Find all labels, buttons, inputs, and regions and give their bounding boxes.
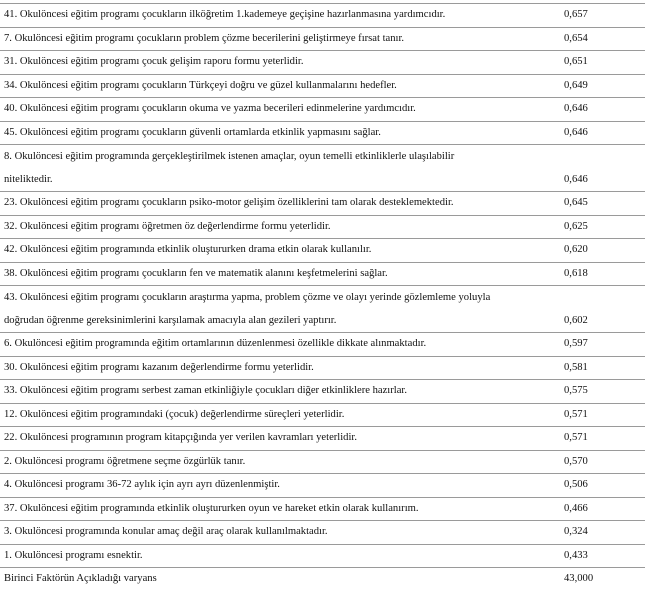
item-text: [0, 121, 560, 145]
factor-loading-value: 0,433: [560, 544, 645, 568]
table-row: [0, 286, 645, 333]
item-text: [0, 74, 560, 98]
table-row: [0, 427, 645, 451]
item-text-line: 43. Okulöncesi eğitim programı çocukların araştırma yapma, problem çözme ve olayı yerinde gözlemleme yoluyla: [4, 292, 491, 303]
factor-loading-value: 0,466: [560, 497, 645, 521]
item-text-line: doğrudan öğrenme gereksinimlerini karşılamak amacıyla alan gezileri yaptırır.: [4, 315, 337, 326]
table-row: [0, 474, 645, 498]
item-text-line: 31. Okulöncesi eğitim programı çocuk gelişim raporu formu yeterlidir.: [4, 56, 304, 67]
factor-loading-value: 0,646: [560, 145, 645, 192]
table-row: [0, 74, 645, 98]
factor-loading-value: 0,506: [560, 474, 645, 498]
factor-loading-value: 0,581: [560, 356, 645, 380]
factor-loading-value: 0,575: [560, 380, 645, 404]
table-row: [0, 544, 645, 568]
item-text: [0, 474, 560, 498]
factor-loading-value: 0,597: [560, 333, 645, 357]
item-text-line: 37. Okulöncesi eğitim programında etkinlik oluştururken oyun ve hareket etkin olarak kullanırım.: [4, 502, 419, 514]
table-row: [0, 121, 645, 145]
item-text-line: 6. Okulöncesi eğitim programında eğitim ortamlarının düzenlenmesi özellikle dikkate alınmaktadır.: [4, 338, 427, 349]
factor-loading-value: 0,570: [560, 450, 645, 474]
item-text: [0, 521, 560, 545]
factor-loading-value: 0,324: [560, 521, 645, 545]
factor-loading-value: 0,649: [560, 74, 645, 98]
table-row: [0, 192, 645, 216]
table-row: [0, 51, 645, 75]
table-row: [0, 497, 645, 521]
item-text-line: 7. Okulöncesi eğitim programı çocukların problem çözme becerilerini geliştirmeye fırsat tanır.: [4, 32, 405, 44]
item-text: [0, 450, 560, 474]
item-text: [0, 215, 560, 239]
table-body: [0, 4, 645, 591]
item-text: [0, 27, 560, 51]
item-text-line: 4. Okulöncesi programı 36-72 aylık için ayrı ayrı düzenlenmiştir.: [4, 479, 280, 490]
factor-loading-value: 0,625: [560, 215, 645, 239]
summary-row: [0, 568, 645, 591]
item-text-line: 42. Okulöncesi eğitim programında etkinlik oluştururken drama etkin olarak kullanılır.: [4, 244, 372, 255]
item-text-line: 40. Okulöncesi eğitim programı çocukların okuma ve yazma becerileri edinmelerine yardımcıdır.: [4, 103, 416, 114]
item-text: [0, 51, 560, 75]
table-row: [0, 27, 645, 51]
table-row: [0, 215, 645, 239]
item-text-line: niteliktedir.: [4, 174, 53, 185]
item-text-line: 34. Okulöncesi eğitim programı çocukların Türkçeyi doğru ve güzel kullanmalarını hedefler.: [4, 79, 397, 91]
summary-value: 43,000: [564, 573, 594, 584]
item-text-line: 1. Okulöncesi programı esnektir.: [4, 549, 143, 561]
factor-loading-value: 0,618: [560, 262, 645, 286]
item-text: [0, 403, 560, 427]
item-text: [0, 497, 560, 521]
summary-label: Birinci Faktörün Açıkladığı varyans: [4, 573, 157, 584]
item-text: [0, 192, 560, 216]
factor-loading-value: 0,654: [560, 27, 645, 51]
item-text-line: 32. Okulöncesi eğitim programı öğretmen öz değerlendirme formu yeterlidir.: [4, 220, 331, 232]
table-row: [0, 145, 645, 192]
table-row: [0, 356, 645, 380]
factor-loading-value: 0,646: [560, 98, 645, 122]
table-row: [0, 239, 645, 263]
table-row: [0, 333, 645, 357]
factor-loading-value: 0,571: [560, 403, 645, 427]
item-text-line: 41. Okulöncesi eğitim programı çocukların ilköğretim 1.kademeye geçişine hazırlanmasına yardımcıdır.: [4, 9, 446, 20]
item-text: [0, 427, 560, 451]
table-row: [0, 98, 645, 122]
factor-loading-value: 0,651: [560, 51, 645, 75]
item-text: [0, 380, 560, 404]
item-text-line: 3. Okulöncesi programında konular amaç değil araç olarak kullanılmaktadır.: [4, 526, 328, 537]
item-text: [0, 544, 560, 568]
item-text: [0, 286, 560, 333]
table-row: [0, 4, 645, 28]
table-row: [0, 380, 645, 404]
item-text-line: 2. Okulöncesi programı öğretmene seçme özgürlük tanır.: [4, 455, 246, 467]
factor-loading-value: 0,620: [560, 239, 645, 263]
item-text: [0, 98, 560, 122]
item-text-line: 33. Okulöncesi eğitim programı serbest zaman etkinliğiyle çocukları diğer etkinliklere hazırlar.: [4, 385, 408, 396]
table-row: [0, 521, 645, 545]
item-text-line: 30. Okulöncesi eğitim programı kazanım değerlendirme formu yeterlidir.: [4, 361, 314, 373]
item-text-line: 8. Okulöncesi eğitim programında gerçekleştirilmek istenen amaçlar, oyun temelli etkinliklerle ulaşılabilir: [4, 151, 455, 162]
factor-loading-value: 0,571: [560, 427, 645, 451]
item-text: [0, 145, 560, 192]
table-row: [0, 262, 645, 286]
item-text-line: 22. Okulöncesi programının program kitapçığında yer verilen kavramları yeterlidir.: [4, 432, 358, 443]
factor-loadings-table: [0, 3, 645, 591]
factor-loading-value: 0,646: [560, 121, 645, 145]
factor-loading-value: 0,657: [560, 4, 645, 28]
item-text-line: 12. Okulöncesi eğitim programındaki (çocuk) değerlendirme süreçleri yeterlidir.: [4, 408, 345, 420]
item-text: [0, 239, 560, 263]
factor-loading-value: 0,602: [560, 286, 645, 333]
table-row: [0, 450, 645, 474]
item-text: [0, 333, 560, 357]
item-text-line: 23. Okulöncesi eğitim programı çocukların psiko-motor gelişim özelliklerini tam olarak desteklemektedir.: [4, 197, 454, 208]
item-text: [0, 356, 560, 380]
item-text: [0, 262, 560, 286]
item-text-line: 45. Okulöncesi eğitim programı çocukların güvenli ortamlarda etkinlik yapmasını sağlar.: [4, 126, 381, 138]
factor-loading-value: 0,645: [560, 192, 645, 216]
table-row: [0, 403, 645, 427]
item-text-line: 38. Okulöncesi eğitim programı çocukların fen ve matematik alanını keşfetmelerini sağlar.: [4, 267, 388, 279]
item-text: [0, 4, 560, 28]
